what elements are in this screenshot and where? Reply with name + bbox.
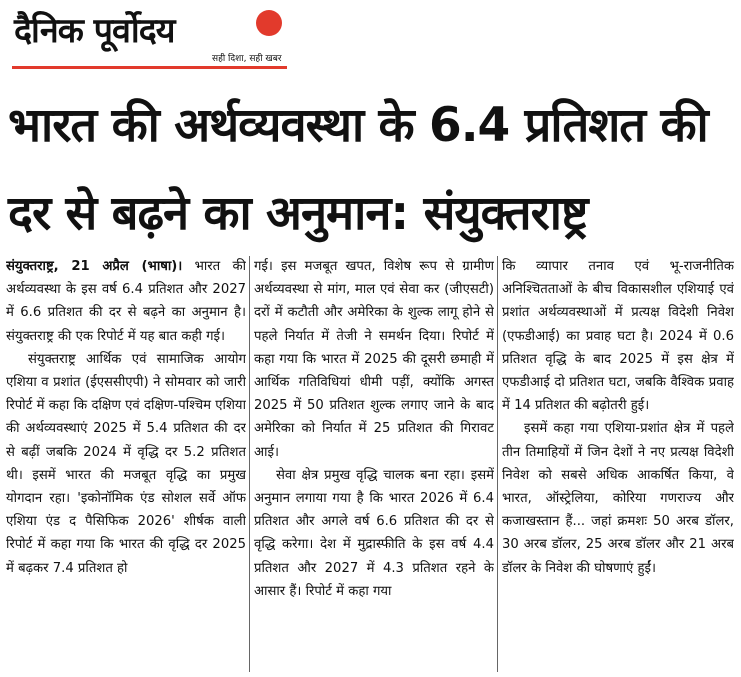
masthead-rule [12, 66, 287, 69]
article-paragraph: सेवा क्षेत्र प्रमुख वृद्धि चालक बना रहा। इसमें अनुमान लगाया गया है कि भारत 2026 में 6.4 प्रतिशत और अगले वर्ष 6.6 प्रतिशत की दर से वृद्धि करेगा। देश में मुद्रास्फीति के इस वर्ष 4.4 प्रतिशत और 2027 में 4.3 प्रतिशत रहने के आसार हैं। रिपोर्ट में कहा गया [254, 467, 494, 599]
article-paragraph: गई। इस मजबूत खपत, विशेष रूप से ग्रामीण अर्थव्यवस्था से मांग, माल एवं सेवा कर (जीएसटी) दरों में कटौती और अमेरिका के शुल्क लागू होने से पहले निर्यात में तेजी ने समर्थन दिया। रिपोर्ट में कहा गया कि भारत में 2025 की दूसरी छमाही में आर्थिक गतिविधियां धीमी पड़ीं, क्योंकि अगस्त 2025 में 50 प्रतिशत शुल्क लगाए जाने के बाद अमेरिका को निर्यात में 25 प्रतिशत की गिरावट आई। [254, 259, 494, 460]
masthead [12, 6, 290, 74]
newspaper-tagline: सही दिशा, सही खबर [212, 54, 282, 64]
logo-badge-icon [256, 10, 282, 36]
article-paragraph: इसमें कहा गया एशिया-प्रशांत क्षेत्र में पहले तीन तिमाहियों में जिन देशों ने नए प्रत्यक्ष विदेशी निवेश को सबसे अधिक आकर्षित किया, वे भारत, ऑस्ट्रेलिया, कोरिया गणराज्य और कजाखस्तान हैं... जहां क्रमशः 50 अरब डॉलर, 30 अरब डॉलर, 25 अरब डॉलर और 21 अरब डॉलर के निवेश की घोषणाएं हुईं। [502, 421, 734, 576]
article-column-2 [254, 255, 494, 675]
newspaper-name: दैनिक पूर्वोदय [14, 11, 175, 51]
column-divider [497, 256, 498, 672]
column-divider [249, 256, 250, 672]
article-paragraph: कि व्यापार तनाव एवं भू-राजनीतिक अनिश्चितताओं के बीच विकासशील एशियाई एवं प्रशांत अर्थव्यवस्थाओं में प्रत्यक्ष विदेशी निवेश (एफडीआई) का प्रवाह घटा है। 2024 में 0.6 प्रतिशत वृद्धि के बाद 2025 में इस क्षेत्र में एफडीआई दो प्रतिशत घटा, जबकि वैश्विक प्रवाह में 14 प्रतिशत की बढ़ोतरी हुई। [502, 259, 734, 414]
article-dateline: संयुक्तराष्ट्र, 21 अप्रैल (भाषा)। [6, 259, 183, 274]
article-paragraph: संयुक्तराष्ट्र आर्थिक एवं सामाजिक आयोग एशिया व प्रशांत (ईएससीएपी) ने सोमवार को जारी रिपोर्ट में कहा कि दक्षिण एवं दक्षिण-पश्चिम एशिया की अर्थव्यवस्थाएं 2025 में 5.4 प्रतिशत की दर से बढ़ीं जबकि 2024 में वृद्धि दर 5.2 प्रतिशत थी। इसमें भारत की मजबूत वृद्धि का प्रमुख योगदान रहा। 'इकोनॉमिक एंड सोशल सर्वे ऑफ एशिया एंड द पैसिफिक 2026' शीर्षक वाली रिपोर्ट में कहा गया कि भारत की वृद्धि दर 2025 में बढ़कर 7.4 प्रतिशत हो [6, 351, 246, 576]
article-lead-paragraph: भारत की अर्थव्यवस्था के इस वर्ष 6.4 प्रतिशत और 2027 में 6.6 प्रतिशत की दर से बढ़ने का अनुमान है। संयुक्तराष्ट्र की एक रिपोर्ट में यह बात कही गई। [6, 259, 246, 344]
article-headline: भारत की अर्थव्यवस्था के 6.4 प्रतिशत की दर से बढ़ने का अनुमान: संयुक्तराष्ट्र [8, 98, 708, 241]
article-column-1 [6, 255, 246, 675]
article-column-3 [502, 255, 734, 675]
